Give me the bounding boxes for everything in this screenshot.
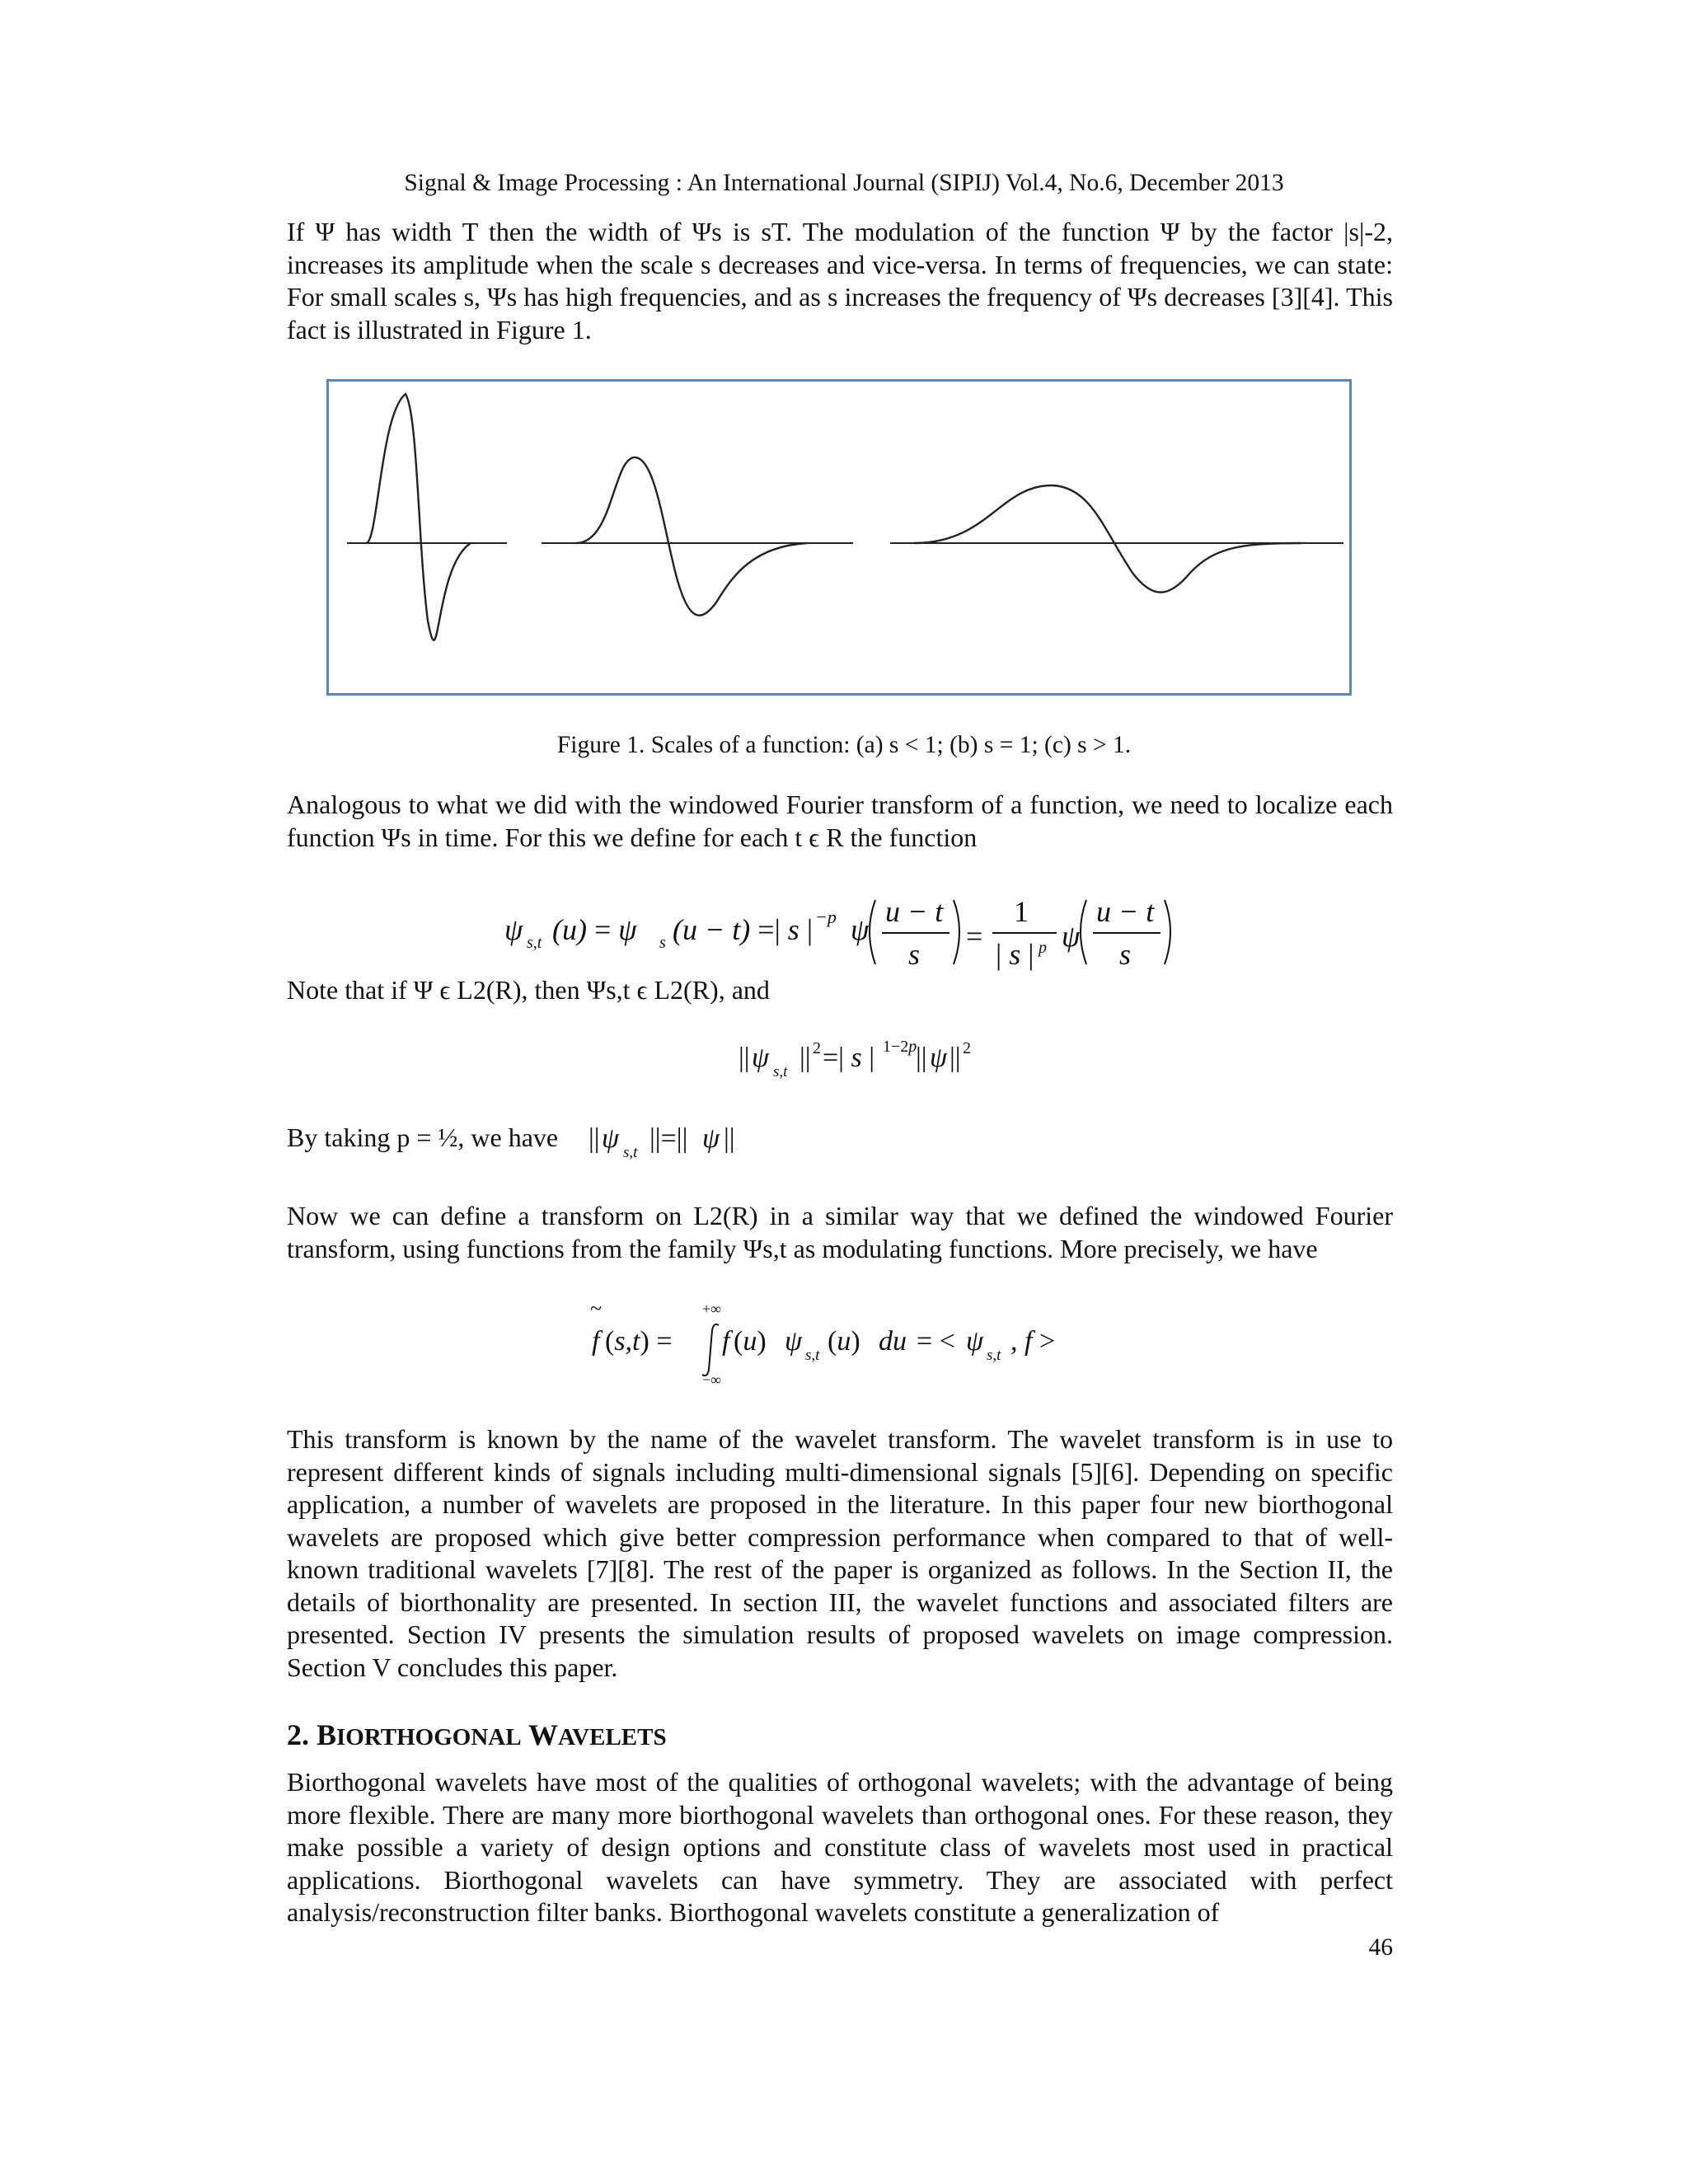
- svg-text:2: 2: [963, 1039, 971, 1057]
- svg-text:=: =: [966, 920, 983, 953]
- svg-text:(u − t) =| s |: (u − t) =| s |: [673, 913, 814, 946]
- svg-text:ψ: ψ: [752, 1043, 770, 1073]
- equation-norm: [738, 1032, 986, 1090]
- svg-text:= <: = <: [917, 1326, 955, 1357]
- svg-text:(u) = ψ: (u) = ψ: [552, 913, 637, 946]
- svg-text:(s,t) =: (s,t) =: [605, 1326, 673, 1357]
- svg-text:, f >: , f >: [1010, 1326, 1056, 1357]
- section-number: 2.: [287, 1718, 309, 1751]
- svg-text:f: f: [592, 1326, 600, 1357]
- svg-text:s: s: [1119, 938, 1132, 971]
- page-number: 46: [1368, 1934, 1393, 1961]
- svg-text:s,t: s,t: [987, 1347, 1001, 1364]
- svg-text:s,t: s,t: [623, 1144, 638, 1161]
- svg-text:s: s: [659, 934, 666, 952]
- svg-text:=| s |: =| s |: [823, 1043, 875, 1073]
- paragraph-localize: Analogous to what we did with the windowed Fourier transform of a function, we need to localize each function Ψs in time. For this we define for each t ϵ R the function: [287, 790, 1393, 852]
- svg-text:||=||: ||=||: [649, 1123, 688, 1154]
- equation-wavelet-transform: [587, 1302, 1098, 1393]
- svg-text:s,t: s,t: [527, 934, 542, 952]
- svg-text:s,t: s,t: [805, 1347, 820, 1364]
- svg-text:−∞: −∞: [702, 1371, 721, 1388]
- svg-text:| s |: | s |: [996, 938, 1034, 971]
- svg-text:||: ||: [950, 1043, 961, 1073]
- equation-wavelet-definition: [504, 882, 1189, 972]
- svg-text:(u): (u): [734, 1326, 767, 1357]
- figure-caption: Figure 1. Scales of a function: (a) s < 1; (b) s = 1; (c) s > 1.: [556, 732, 1132, 758]
- svg-text:+∞: +∞: [702, 1302, 721, 1317]
- paragraph-taking-p: By taking p = ½, we have: [287, 1122, 559, 1152]
- equation-norm-equal: [588, 1119, 762, 1165]
- section-heading: 2. BIORTHOGONAL WAVELETS: [287, 1718, 667, 1751]
- wavelet-curve-a: [366, 394, 471, 640]
- svg-text:ψ: ψ: [1062, 920, 1081, 953]
- svg-text:ψ: ψ: [851, 913, 870, 946]
- svg-text:u − t: u − t: [1096, 895, 1155, 928]
- svg-text:ψ: ψ: [930, 1043, 948, 1073]
- svg-text:~: ~: [590, 1302, 603, 1320]
- svg-text:||: ||: [724, 1123, 735, 1154]
- svg-text:||: ||: [916, 1043, 927, 1073]
- paragraph-wavelet-transform: This transform is known by the name of the wavelet transform. The wavelet transform is in use to represent different kinds of signals including multi-dimensional signals [5][6]. Depending on specific application, a number of wavelets are proposed in the literature. In this paper four new biorthogonal wavelets are proposed which give better compression performance when compared to that of well-known traditional wavelets [7][8]. The rest of the paper is organized as follows. In the Section II, the details of biorthonality are presented. In section III, the wavelet functions and associated filters are presented. Section IV presents the simulation results of proposed wavelets on image compression. Section V concludes this paper.: [287, 1424, 1393, 1682]
- paragraph-scale-intro: If Ψ has width T then the width of Ψs is sT. The modulation of the function Ψ by the factor |s|-2, increases its amplitude when the scale s decreases and vice-versa. In terms of frequencies, we can state: For small scales s, Ψs has high frequencies, and as s increases the frequency of Ψs decreases [3][4]. This fact is illustrated in Figure 1.: [287, 217, 1393, 344]
- svg-text:(u): (u): [828, 1326, 860, 1357]
- svg-text:ψ: ψ: [602, 1123, 620, 1154]
- svg-text:||: ||: [799, 1043, 811, 1073]
- figure-1: [326, 379, 1352, 696]
- svg-text:s,t: s,t: [773, 1063, 788, 1080]
- svg-text:ψ: ψ: [504, 913, 523, 946]
- paragraph-transform-def: Now we can define a transform on L2(R) in a similar way that we defined the windowed Fourier transform, using functions from the family Ψs,t as modulating functions. More precisely, we have: [287, 1201, 1393, 1263]
- svg-text:||: ||: [738, 1043, 750, 1073]
- paragraph-note: Note that if Ψ ϵ L2(R), then Ψs,t ϵ L2(R), and: [287, 975, 770, 1005]
- svg-text:p: p: [1039, 939, 1047, 957]
- svg-text:ψ: ψ: [966, 1326, 984, 1357]
- svg-text:u − t: u − t: [885, 895, 944, 928]
- svg-text:1: 1: [1014, 895, 1029, 928]
- wavelet-scales-plot: [329, 382, 1349, 693]
- svg-text:ψ: ψ: [785, 1326, 803, 1357]
- wavelet-curve-b: [576, 457, 807, 616]
- svg-text:1−2p: 1−2p: [883, 1038, 917, 1056]
- svg-text:f: f: [722, 1326, 730, 1357]
- paragraph-biorthogonal: Biorthogonal wavelets have most of the qualities of orthogonal wavelets; with the advantage of being more flexible. There are many more biorthogonal wavelets than orthogonal ones. For these reason, they make possible a variety of design options and constitute class of wavelets most used in practical applications. Biorthogonal wavelets can have symmetry. They are associated with perfect analysis/reconstruction filter banks. Biorthogonal wavelets constitute a generalization of: [287, 1767, 1393, 1927]
- running-header: Signal & Image Processing : An International Journal (SIPIJ) Vol.4, No.6, December 2013: [404, 170, 1284, 196]
- svg-text:s: s: [908, 938, 921, 971]
- svg-text:||: ||: [588, 1123, 600, 1154]
- wavelet-curve-c: [914, 485, 1301, 593]
- svg-text:−p: −p: [815, 907, 837, 927]
- svg-text:2: 2: [813, 1039, 821, 1057]
- svg-text:du: du: [879, 1326, 907, 1357]
- svg-text:ψ: ψ: [702, 1123, 720, 1154]
